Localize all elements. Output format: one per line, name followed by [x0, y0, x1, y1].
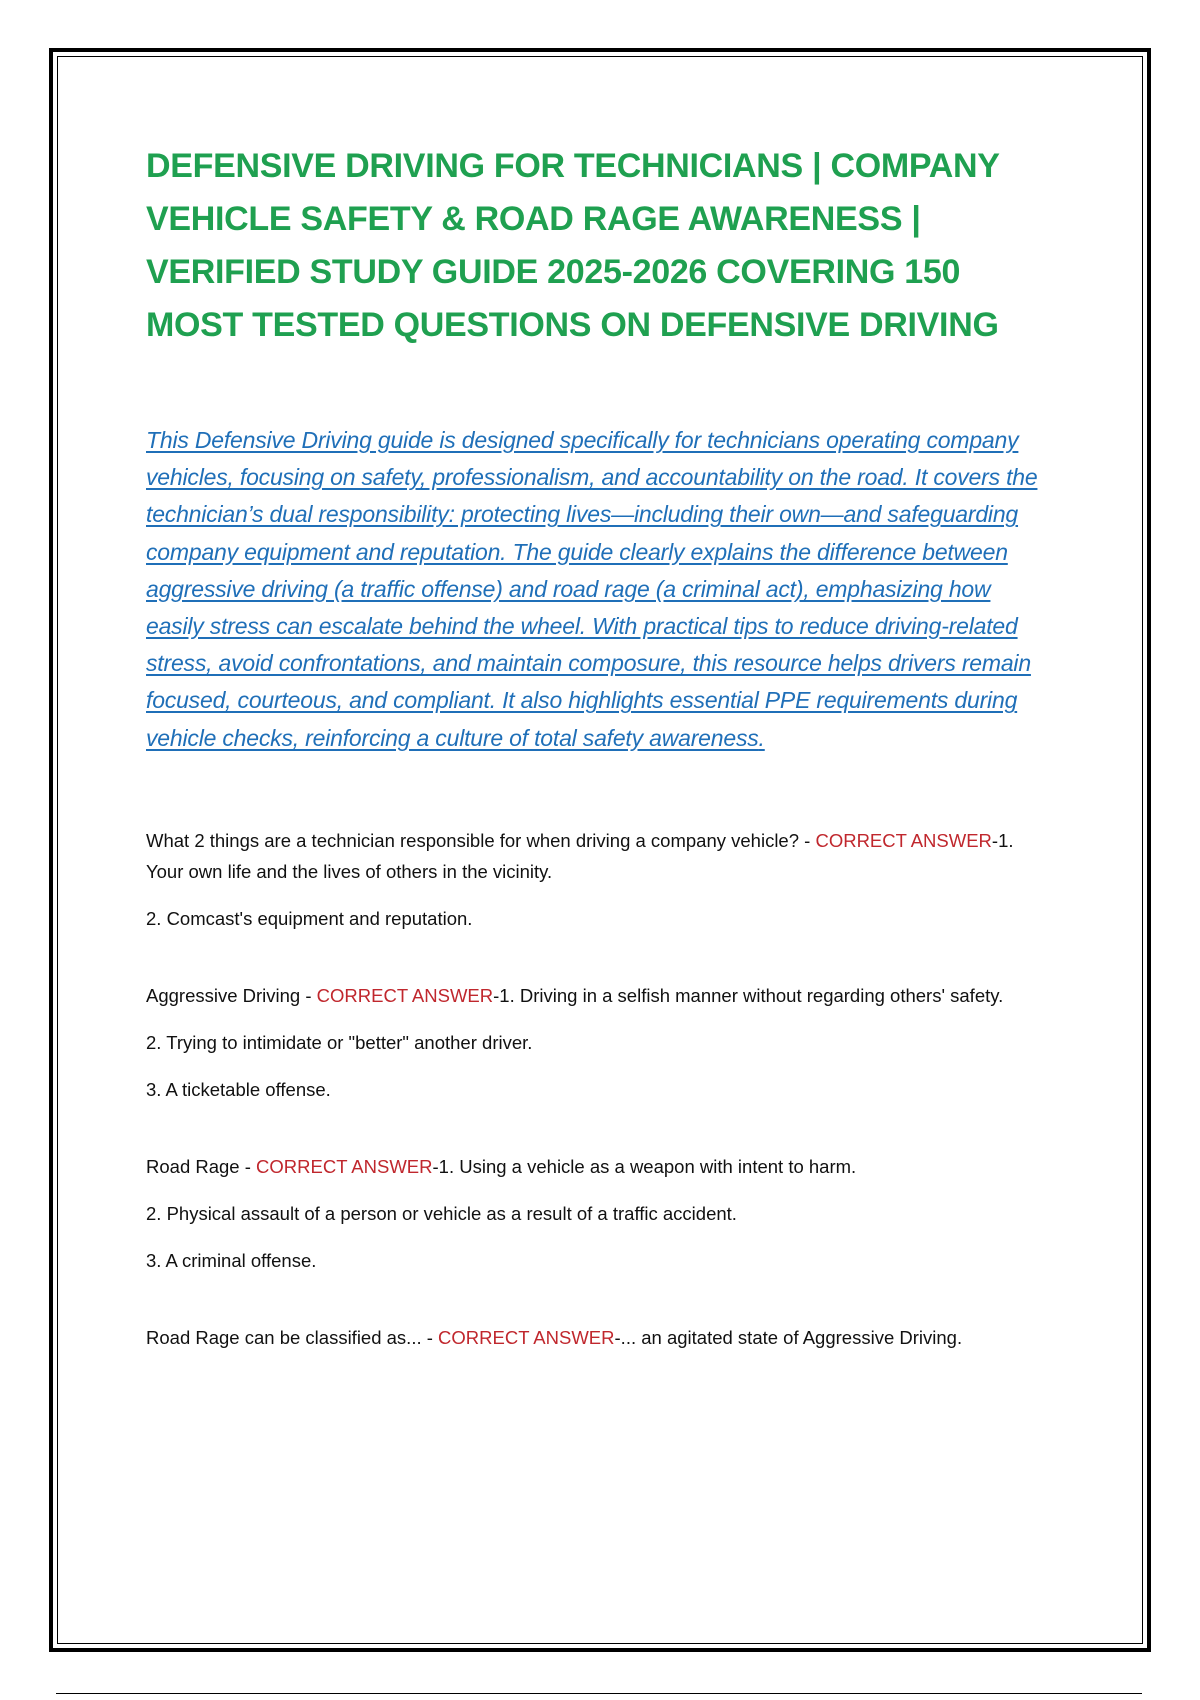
- bottom-rule: [56, 1693, 1142, 1694]
- qa-question-line: [146, 980, 1046, 1011]
- answer-text: -... an agitated state of Aggressive Driving.: [614, 1326, 963, 1348]
- document-title: DEFENSIVE DRIVING FOR TECHNICIANS | COMPANY VEHICLE SAFETY & ROAD RAGE AWARENESS | VERIFIED STUDY GUIDE 2025-2026 COVERING 150 MOST TESTED QUESTIONS ON DEFENSIVE DRIVING: [146, 147, 999, 344]
- qa-item: [146, 1151, 1046, 1276]
- answer-line: 2. Trying to intimidate or "better" another driver.: [146, 1031, 533, 1053]
- question-text: Aggressive Driving -: [146, 984, 317, 1006]
- correct-answer-label: CORRECT ANSWER: [815, 829, 992, 851]
- correct-answer-label: CORRECT ANSWER: [256, 1155, 433, 1177]
- qa-question-line: [146, 1322, 1046, 1353]
- answer-text: -1. Using a vehicle as a weapon with intent to harm.: [432, 1155, 857, 1177]
- answer-line: 2. Physical assault of a person or vehicle as a result of a traffic accident.: [146, 1202, 737, 1224]
- question-text: Road Rage can be classified as... -: [146, 1326, 439, 1348]
- qa-item: [146, 980, 1046, 1105]
- qa-list: [146, 825, 1046, 1353]
- qa-question-line: [146, 1151, 1046, 1182]
- qa-question-line: [146, 825, 1046, 887]
- answer-line: 2. Comcast's equipment and reputation.: [146, 907, 473, 929]
- question-text: Road Rage -: [146, 1155, 257, 1177]
- answer-text: -1. Driving in a selfish manner without regarding others' safety.: [493, 984, 1004, 1006]
- answer-line: 3. A criminal offense.: [146, 1249, 317, 1271]
- intro-text[interactable]: This Defensive Driving guide is designed specifically for technicians operating company vehicles, focusing on safety, professionalism, and accountability on the road. It covers the technician’s dual responsibility: protecting lives—including their own—and safeguarding company equipment and reputation. The guide clearly explains the difference between aggressive driving (a traffic offense) and road rage (a criminal act), emphasizing how easily stress can escalate behind the wheel. With practical tips to reduce driving-related stress, avoid confrontations, and maintain composure, this resource helps drivers remain focused, courteous, and compliant. It also highlights essential PPE requirements during vehicle checks, reinforcing a culture of total safety awareness: [146, 427, 1038, 751]
- qa-item: [146, 1322, 1046, 1353]
- answer-text: -1. Your own life and the lives of others in the vicinity.: [146, 829, 1014, 882]
- correct-answer-label: CORRECT ANSWER: [316, 984, 494, 1006]
- intro-paragraph[interactable]: [146, 422, 1046, 757]
- answer-line: 3. A ticketable offense.: [146, 1078, 331, 1100]
- document-body: [146, 140, 1046, 1399]
- intro-period: .: [758, 724, 765, 751]
- question-text: What 2 things are a technician responsible for when driving a company vehicle? -: [146, 829, 816, 851]
- correct-answer-label: CORRECT ANSWER: [438, 1326, 615, 1348]
- qa-item: [146, 825, 1046, 934]
